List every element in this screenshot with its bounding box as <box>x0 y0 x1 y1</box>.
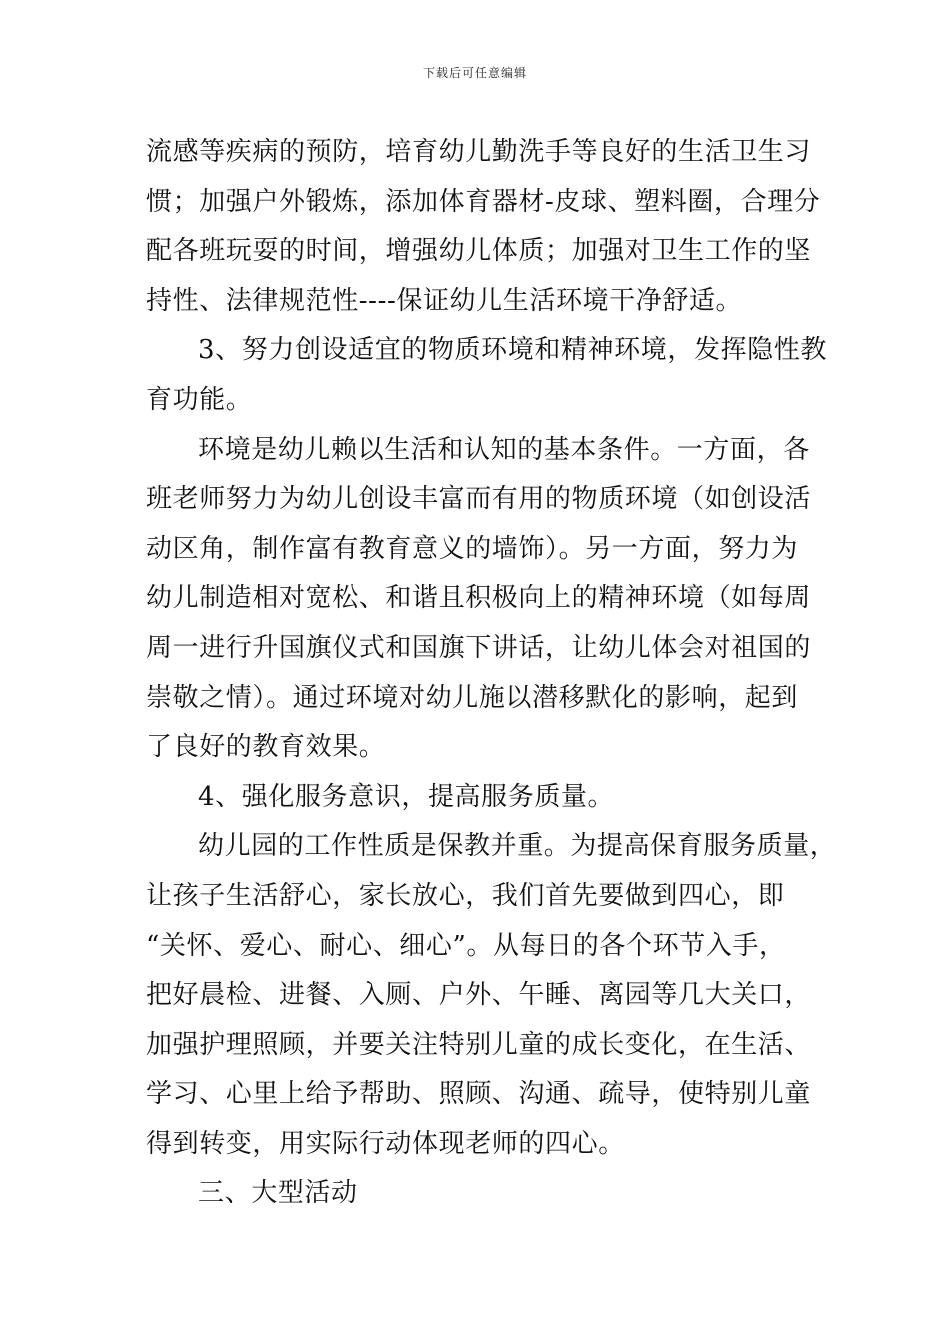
text-line: 学习、心里上给予帮助、照顾、沟通、疏导，使特别儿童 <box>146 1079 812 1110</box>
text-line: 动区角，制作富有教育意义的墙饰）。另一方面，努力为 <box>146 533 799 564</box>
text-line: “关怀、爱心、耐心、细心”。从每日的各个环节入手， <box>146 930 786 961</box>
text-line: 配各班玩耍的时间，增强幼儿体质；加强对卫生工作的坚 <box>146 236 812 267</box>
section-heading-4: 4、强化服务意识，提高服务质量。 <box>198 781 615 812</box>
text-line: 育功能。 <box>146 384 253 415</box>
text-line: 惯；加强户外锻炼，添加体育器材-皮球、塑料圈，合理分 <box>146 186 821 217</box>
section-heading-3: 3、努力创设适宜的物质环境和精神环境，发挥隐性教 <box>198 335 827 366</box>
text-line: 流感等疾病的预防，培育幼儿勤洗手等良好的生活卫生习 <box>146 137 812 167</box>
text-line: 周一进行升国旗仪式和国旗下讲话，让幼儿体会对祖国的 <box>146 632 812 663</box>
text-line: 持性、法律规范性----保证幼儿生活环境干净舒适。 <box>146 285 743 316</box>
document-body <box>146 128 837 1219</box>
text-line: 得到转变，用实际行动体现老师的四心。 <box>146 1128 625 1159</box>
page-header-note: 下载后可任意编辑 <box>422 66 527 80</box>
paragraph-start: 幼儿园的工作性质是保教并重。为提高保育服务质量， <box>198 831 837 862</box>
text-line: 幼儿制造相对宽松、和谐且积极向上的精神环境（如每周 <box>146 583 812 614</box>
text-line: 崇敬之情）。通过环境对幼儿施以潜移默化的影响，起到 <box>146 682 799 713</box>
text-line: 班老师努力为幼儿创设丰富而有用的物质环境（如创设活 <box>146 484 812 515</box>
section-heading-three: 三、大型活动 <box>198 1178 358 1209</box>
text-line: 了良好的教育效果。 <box>146 732 386 763</box>
text-line: 加强护理照顾，并要关注特别儿童的成长变化，在生活、 <box>146 1029 812 1060</box>
text-line: 让孩子生活舒心，家长放心，我们首先要做到四心，即 <box>146 880 785 911</box>
text-line: 把好晨检、进餐、入厕、户外、午睡、离园等几大关口， <box>146 980 812 1011</box>
paragraph-start: 环境是幼儿赖以生活和认知的基本条件。一方面，各 <box>198 434 810 465</box>
